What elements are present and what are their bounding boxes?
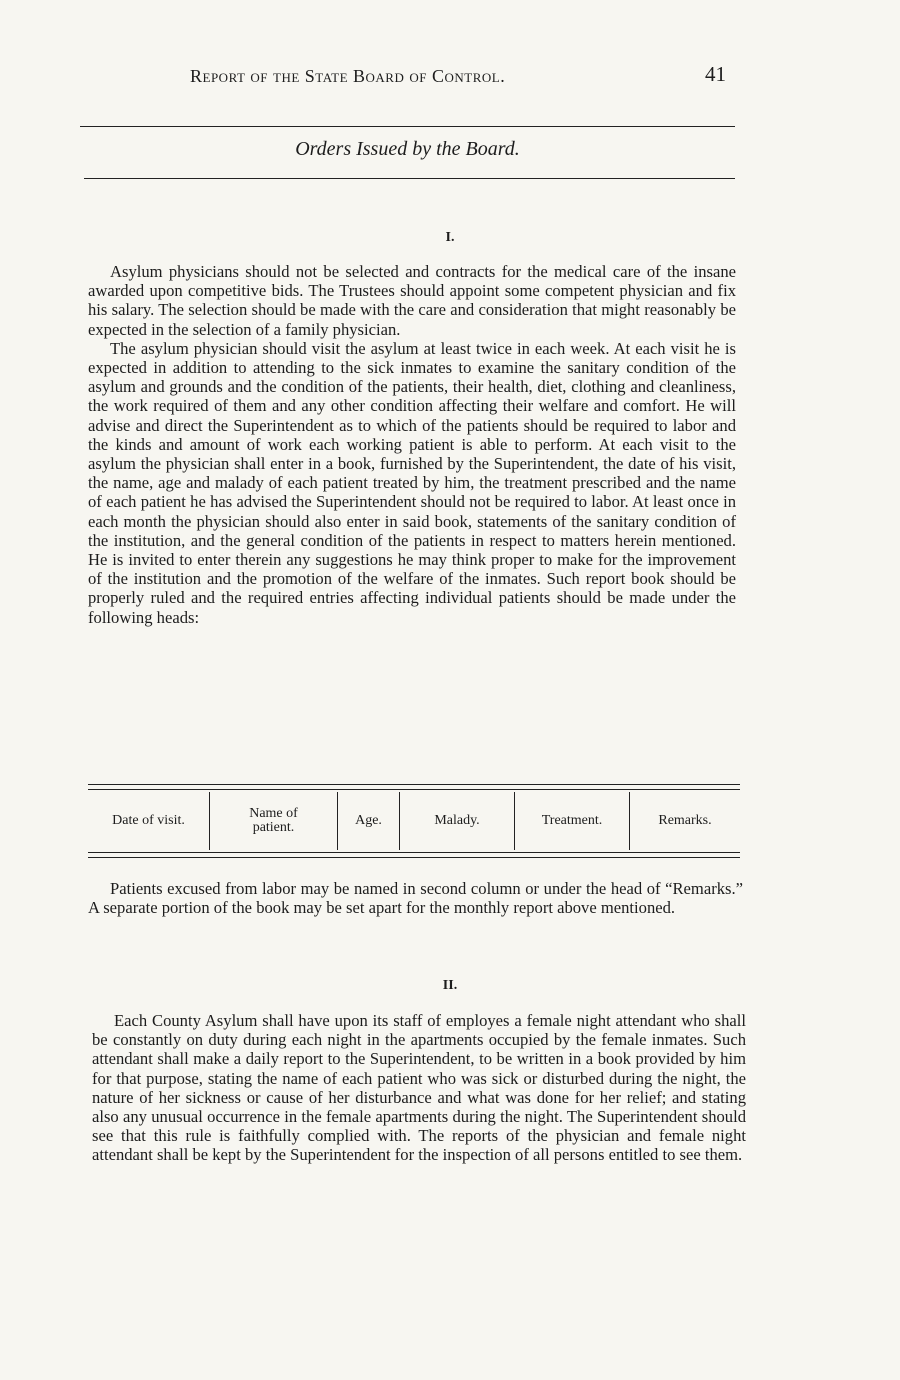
header-rule-bottom xyxy=(84,178,735,179)
order-one-numeral: I. xyxy=(445,230,455,245)
order-one-paragraph: Asylum physicians should not be selected and contracts for the medical care of the insane awarded upon competitive bids. The Trustees should appoint some competent physician and fix his salary. The selection should be made with the care and consideration that might reasonably be expected in the selection of a family physician. xyxy=(88,262,736,339)
heads-rule-top xyxy=(88,784,740,790)
heads-table xyxy=(88,792,740,850)
page-number: 41 xyxy=(705,62,726,86)
order-two-paragraph: Each County Asylum shall have upon its staff of employes a female night attendant who shall be constantly on duty during each night in the apartments occupied by the female inmates. Such attendant shall make a daily report to the Superintendent, to be written in a book provided by him for that purpose, stating the name of each patient who was sick or disturbed during the night, the nature of her sickness or cause of her disturbance and what was done for her relief; and stating also any unusual occurrence in the female apartments during the night. The Superintendent should see that this rule is faithfully complied with. The reports of the physician and female night attendant shall be kept by the Superintendent for the inspection of all persons entitled to see them. xyxy=(92,1011,746,1165)
running-head: Report of the State Board of Control. xyxy=(190,66,506,86)
heads-cell-date: Date of visit. xyxy=(88,792,210,850)
heads-cell-malady: Malady. xyxy=(400,792,515,850)
section-title: Orders Issued by the Board. xyxy=(295,138,520,160)
heads-rule-bottom xyxy=(88,852,740,858)
order-one-paragraph: The asylum physician should visit the asylum at least twice in each week. At each visit he is expected in addition to attending to the sick inmates to examine the sanitary condition of the asylum and grounds and the condition of the patients, their health, diet, clothing and cleanliness, the work required of them and any other condition affecting their welfare and comfort. He will advise and direct the Superintendent as to which of the patients should be required to labor and the kinds and amount of work each working patient is able to perform. At each visit to the asylum the physician shall enter in a book, furnished by the Superintendent, the date of his visit, the name, age and malady of each patient treated by him, the treatment prescribed and the name of each patient he has advised the Superintendent should not be required to labor. At least once in each month the physician should also enter in said book, statements of the sanitary condition of the institution, and the general condition of the patients in respect to matters herein mentioned. He is invited to enter therein any suggestions he may think proper to make for the improvement of the institution and the promotion of the welfare of the inmates. Such report book should be properly ruled and the required entries affecting individual patients should be made under the following heads: xyxy=(88,338,736,627)
order-two-body xyxy=(92,1011,746,1165)
order-one-paragraph: Patients excused from labor may be named in second column or under the head of “Remarks.” A separate portion of the book may be set apart for the monthly report above mentioned. xyxy=(88,879,743,918)
order-two-numeral: II. xyxy=(442,978,458,993)
heads-cell-treatment: Treatment. xyxy=(515,792,630,850)
header-rule-top xyxy=(80,126,735,127)
heads-cell-remarks: Remarks. xyxy=(658,813,712,828)
heads-cell-age: Age. xyxy=(338,792,400,850)
heads-cell-name: Name of patient. xyxy=(210,792,338,850)
order-one-note xyxy=(88,879,743,917)
order-one-body xyxy=(88,262,736,627)
